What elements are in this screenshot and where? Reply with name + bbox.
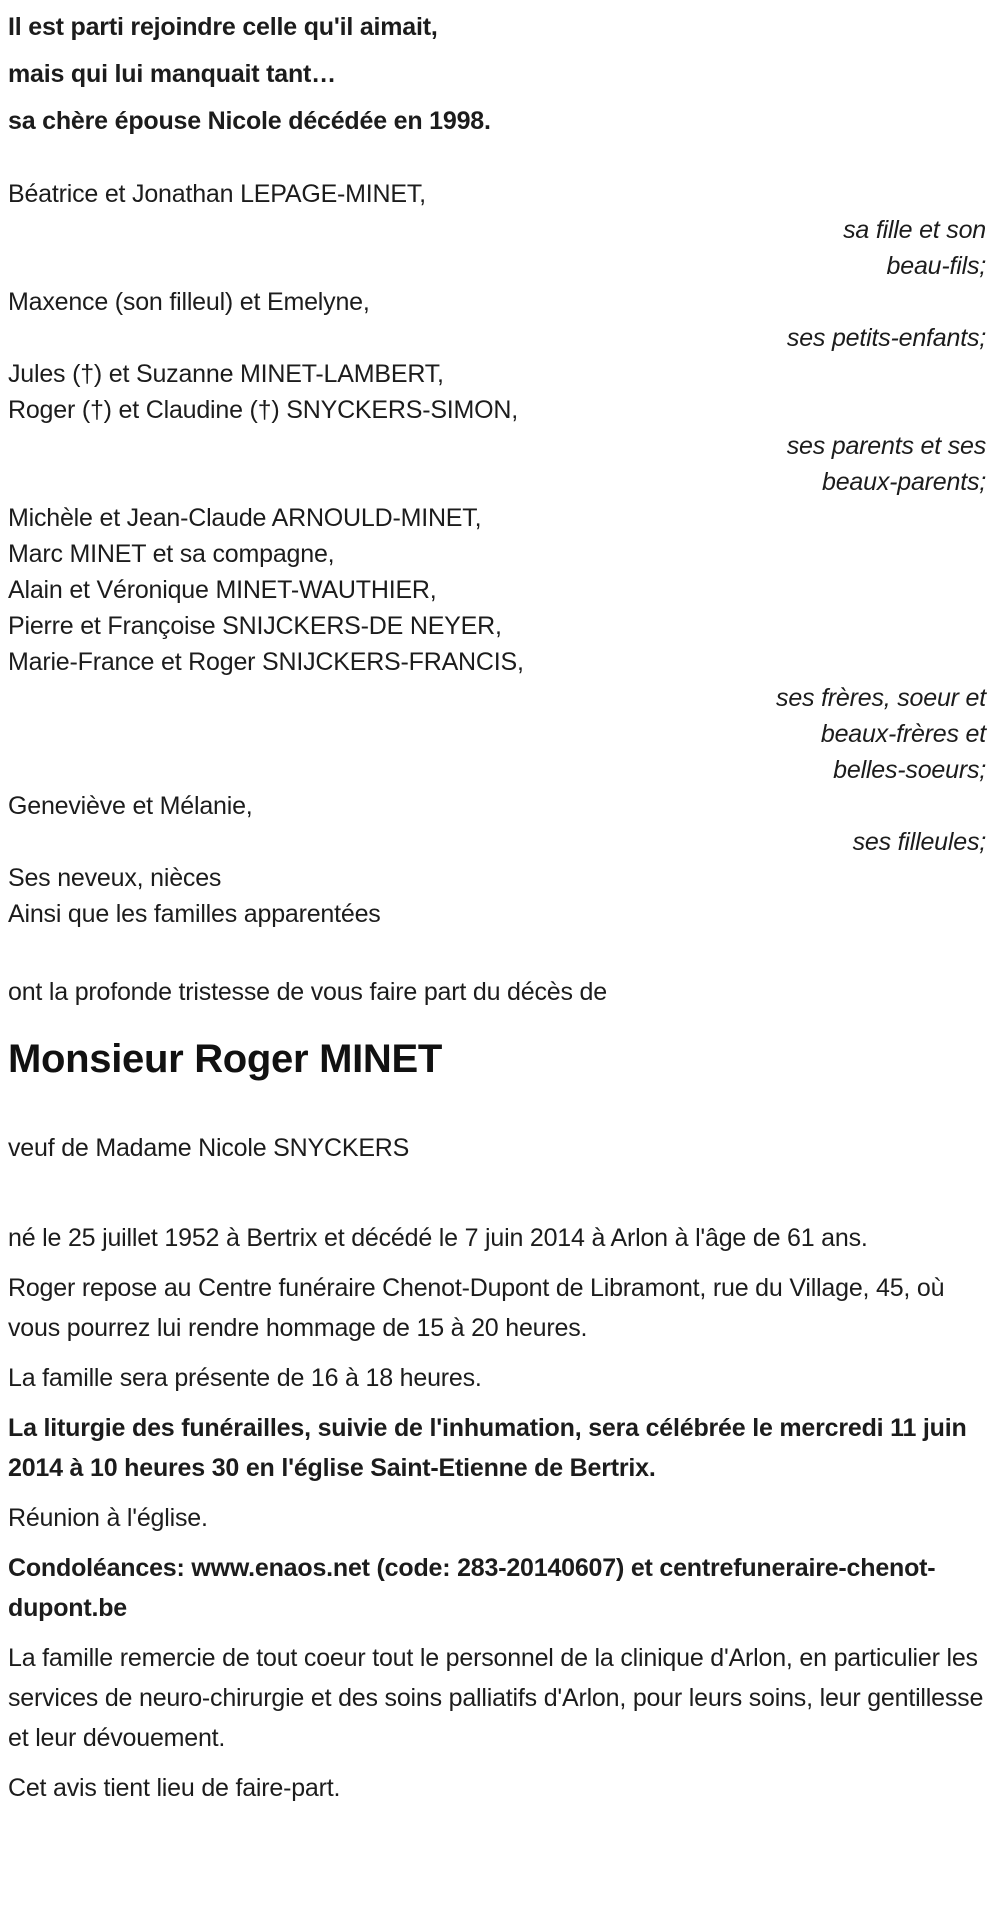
family-group-siblings bbox=[8, 500, 986, 788]
family-name-line: Jules (†) et Suzanne MINET-LAMBERT, bbox=[8, 360, 444, 388]
family-name-line: Marc MINET et sa compagne, bbox=[8, 540, 335, 568]
family-group-goddaughters bbox=[8, 788, 986, 860]
family-relation-line: ses petits-enfants; bbox=[786, 324, 986, 352]
farewell-notice-paragraph: Cet avis tient lieu de faire-part. bbox=[8, 1774, 341, 1802]
deceased-name-heading: Monsieur Roger MINET bbox=[8, 1037, 443, 1081]
family-section bbox=[8, 176, 986, 932]
family-relation-line: belles-soeurs; bbox=[833, 756, 986, 784]
family-name-line: Maxence (son filleul) et Emelyne, bbox=[8, 288, 370, 316]
liturgy-paragraph: La liturgie des funérailles, suivie de l'inhumation, sera célébrée le mercredi 11 juin 2014 à 10 heures 30 en l'église Saint-Etienne de Bertrix. bbox=[8, 1414, 967, 1482]
family-name-line: Béatrice et Jonathan LEPAGE-MINET, bbox=[8, 180, 426, 208]
family-relation-line: beaux-frères et bbox=[820, 720, 986, 748]
family-group-grandchildren bbox=[8, 284, 986, 356]
family-group-parents bbox=[8, 356, 986, 500]
family-name-line: Geneviève et Mélanie, bbox=[8, 792, 253, 820]
announcement-line: ont la profonde tristesse de vous faire part du décès de bbox=[8, 978, 607, 1006]
family-relation-line: beau-fils; bbox=[886, 252, 986, 280]
family-presence-paragraph: La famille sera présente de 16 à 18 heures. bbox=[8, 1364, 482, 1392]
reunion-paragraph: Réunion à l'église. bbox=[8, 1504, 208, 1532]
family-name-line: Pierre et Françoise SNIJCKERS-DE NEYER, bbox=[8, 612, 502, 640]
family-name-line: Ainsi que les familles apparentées bbox=[8, 900, 381, 928]
family-relation-line: beaux-parents; bbox=[822, 468, 986, 496]
epitaph-line-3: sa chère épouse Nicole décédée en 1998. bbox=[8, 107, 491, 135]
epitaph-line-2: mais qui lui manquait tant… bbox=[8, 60, 336, 88]
condolences-paragraph: Condoléances: www.enaos.net (code: 283-20140607) et centrefuneraire-chenot-dupont.be bbox=[8, 1554, 936, 1622]
family-name-line: Marie-France et Roger SNIJCKERS-FRANCIS, bbox=[8, 648, 524, 676]
repose-paragraph: Roger repose au Centre funéraire Chenot-Dupont de Libramont, rue du Village, 45, où vous pourrez lui rendre hommage de 15 à 20 heures. bbox=[8, 1274, 945, 1342]
widower-line: veuf de Madame Nicole SNYCKERS bbox=[8, 1134, 410, 1162]
epitaph-line-1: Il est parti rejoindre celle qu'il aimait, bbox=[8, 13, 438, 41]
family-relation-line: sa fille et son bbox=[843, 216, 986, 244]
family-group-other-relatives bbox=[8, 860, 986, 932]
family-name-line: Alain et Véronique MINET-WAUTHIER, bbox=[8, 576, 437, 604]
family-relation-line: ses filleules; bbox=[852, 828, 986, 856]
family-relation-line: ses parents et ses bbox=[786, 432, 986, 460]
thanks-paragraph: La famille remercie de tout coeur tout le personnel de la clinique d'Arlon, en particulier les services de neuro-chirurgie et des soins palliatifs d'Arlon, pour leurs soins, leur gentillesse et leur dévouement. bbox=[8, 1644, 984, 1752]
family-name-line: Ses neveux, nièces bbox=[8, 864, 222, 892]
family-group-daughter bbox=[8, 176, 986, 284]
birth-death-paragraph: né le 25 juillet 1952 à Bertrix et décédé le 7 juin 2014 à Arlon à l'âge de 61 ans. bbox=[8, 1224, 868, 1252]
family-name-line: Roger (†) et Claudine (†) SNYCKERS-SIMON, bbox=[8, 396, 519, 424]
family-relation-line: ses frères, soeur et bbox=[776, 684, 986, 712]
epitaph-section bbox=[8, 12, 986, 136]
family-name-line: Michèle et Jean-Claude ARNOULD-MINET, bbox=[8, 504, 482, 532]
